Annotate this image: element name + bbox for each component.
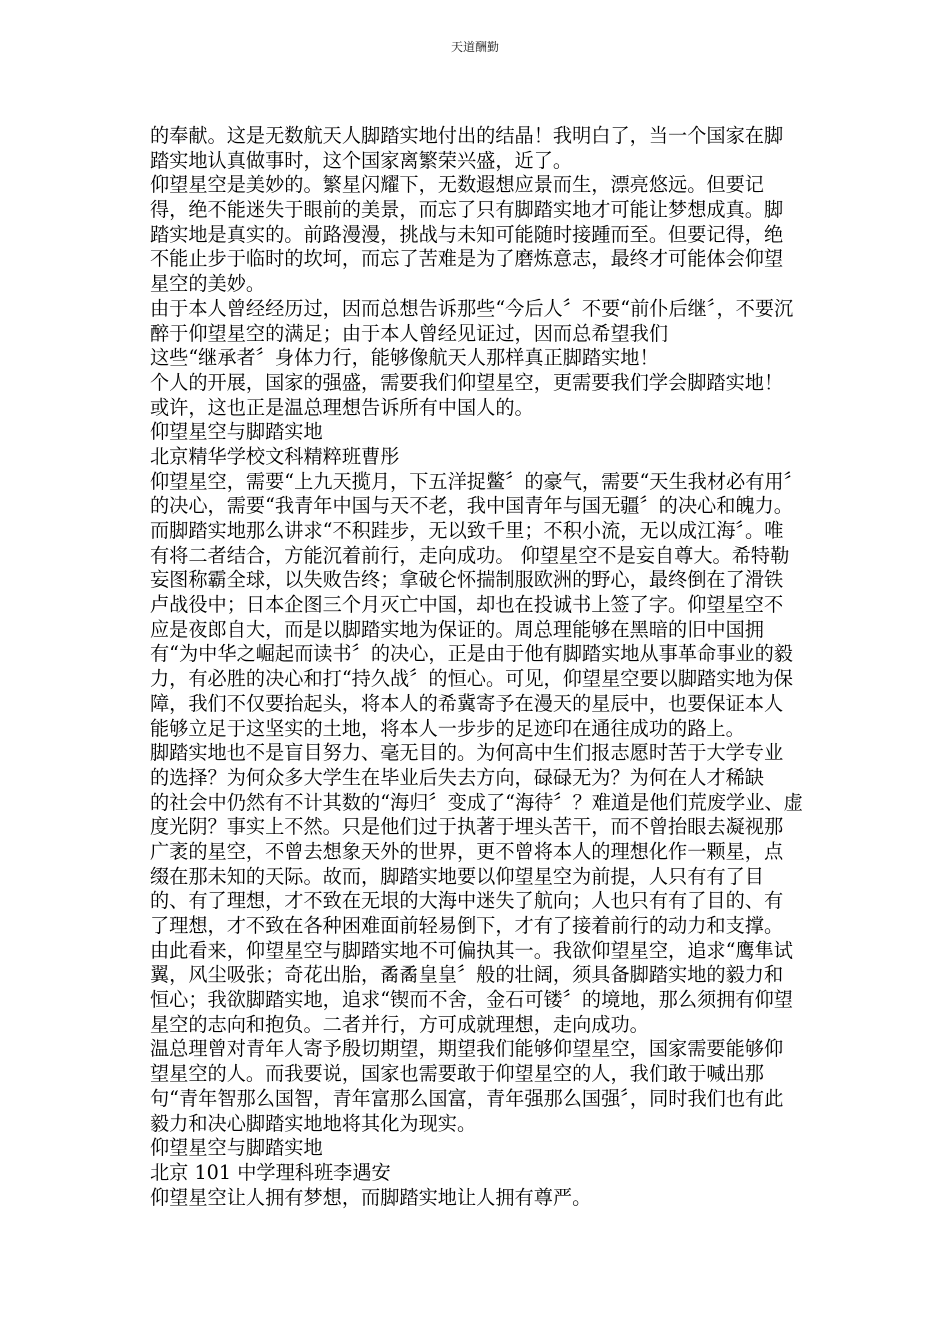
text-line: 了理想，才不致在各种困难面前轻易倒下，才有了接着前行的动力和支撑。 — [150, 914, 784, 937]
text-line: 仰望星空，需要“上九天揽月，下五洋捉鳖〞的豪气，需要“天生我材必有用〞 — [150, 469, 803, 493]
text-line: 有“为中华之崛起而读书〞的决心，正是由于他有脚踏实地从事革命事业的毅 — [150, 642, 793, 666]
section-title: 仰望星空与脚踏实地 — [150, 1136, 323, 1160]
text-line: 或许，这也正是温总理想告诉所有中国人的。 — [150, 395, 534, 419]
text-line: 的决心，需要“我青年中国与天不老，我中国青年与国无疆〞的决心和魄力。 — [150, 494, 793, 518]
text-line: 这些“继承者〞身体力行，能够像航天人那样真正脚踏实地！ — [150, 346, 659, 370]
text-line: 不能止步于临时的坎坷，而忘了苦难是为了磨炼意志，最终才可能体会仰望 — [150, 247, 784, 271]
text-line: 广袤的星空，不曾去想象天外的世界，更不曾将本人的理想化作一颗星，点 — [150, 839, 784, 863]
text-line: 踏实地是真实的。前路漫漫，挑战与未知可能随时接踵而至。但要记得，绝 — [150, 222, 784, 246]
text-line: 星空的美妙。 — [150, 272, 266, 296]
text-line: 醉于仰望星空的满足；由于本人曾经见证过，因而总希望我们 — [150, 321, 669, 345]
text-line: 翼，风尘吸张；奇花出胎，矞矞皇皇〞般的壮阔，须具备脚踏实地的毅力和 — [150, 963, 784, 987]
document-body — [150, 124, 802, 1210]
text-line: 星空的志向和抱负。二者并行，方可成就理想，走向成功。 — [150, 1012, 649, 1036]
text-line: 仰望星空让人拥有梦想，而脚踏实地让人拥有尊严。 — [150, 1185, 592, 1209]
text-line: 妄图称霸全球，以失败告终；拿破仑怀揣制服欧洲的野心，最终倒在了滑铁 — [150, 568, 784, 592]
text-line: 温总理曾对青年人寄予殷切期望，期望我们能够仰望星空，国家需要能够仰 — [150, 1037, 784, 1061]
author-line: 北京精华学校文科精粹班曹彤 — [150, 444, 400, 468]
text-line: 个人的开展，国家的强盛，需要我们仰望星空，更需要我们学会脚踏实地！ — [150, 370, 784, 394]
text-line: 卢战役中；日本企图三个月灭亡中国，却也在投诚书上签了字。仰望星空不 — [150, 593, 784, 617]
text-line: 的奉献。这是无数航天人脚踏实地付出的结晶！我明白了，当一个国家在脚 — [150, 124, 784, 147]
text-line: 障，我们不仅要抬起头，将本人的希冀寄予在漫天的星辰中，也要保证本人 — [150, 691, 784, 715]
text-line: 得，绝不能迷失于眼前的美景，而忘了只有脚踏实地才可能让梦想成真。脚 — [150, 198, 784, 222]
text-line: 由于本人曾经经历过，因而总想告诉那些“今后人〞不要“前仆后继〞，不要沉 — [150, 296, 794, 320]
text-line: 的选择？为何众多大学生在毕业后失去方向，碌碌无为？为何在人才稀缺 — [150, 765, 764, 789]
text-line: 恒心；我欲脚踏实地，追求“锲而不舍，金石可镂〞的境地，那么须拥有仰望 — [150, 988, 793, 1012]
text-line: 的社会中仍然有不计其数的“海归〞变成了“海待〞？难道是他们荒废学业、虚 — [150, 790, 803, 814]
text-line: 应是夜郎自大，而是以脚踏实地为保证的。周总理能够在黑暗的旧中国拥 — [150, 617, 764, 641]
text-line: 缀在那未知的天际。故而，脚踏实地要以仰望星空为前提，人只有有了目 — [150, 864, 764, 888]
text-line: 而脚踏实地那么讲求“不积跬步，无以致千里；不积小流，无以成江海〞。唯 — [150, 519, 784, 542]
text-line: 踏实地认真做事时，这个国家离繁荣兴盛，近了。 — [150, 148, 573, 172]
text-line: 脚踏实地也不是盲目努力、毫无目的。为何高中生们报志愿时苦于大学专业 — [150, 741, 784, 765]
text-line: 能够立足于这坚实的土地，将本人一步步的足迹印在通往成功的路上。 — [150, 716, 745, 740]
text-line: 的、有了理想，才不致在无垠的大海中迷失了航向；人也只有有了目的、有 — [150, 889, 784, 913]
text-line: 度光阴？事实上不然。只是他们过于执著于埋头苦干，而不曾抬眼去凝视那 — [150, 815, 784, 839]
text-line: 句“青年智那么国智，青年富那么国富，青年强那么国强〞，同时我们也有此 — [150, 1086, 784, 1110]
text-line: 望星空的人。而我要说，国家也需要敢于仰望星空的人，我们敢于喊出那 — [150, 1062, 764, 1086]
page-header: 天道酬勤 — [450, 40, 499, 54]
text-line: 毅力和决心脚踏实地地将其化为现实。 — [150, 1111, 477, 1135]
text-line: 有将二者结合，方能沉着前行，走向成功。 仰望星空不是妄自尊大。希特勒 — [150, 543, 790, 567]
text-line: 力，有必胜的决心和打“持久战〞的恒心。可见，仰望星空要以脚踏实地为保 — [150, 667, 793, 691]
text-line: 由此看来，仰望星空与脚踏实地不可偏执其一。我欲仰望星空，追求“鹰隼试 — [150, 938, 793, 962]
text-line: 仰望星空是美妙的。繁星闪耀下，无数遐想应景而生，漂亮悠远。但要记 — [150, 173, 764, 197]
section-title: 仰望星空与脚踏实地 — [150, 420, 323, 444]
author-line: 北京 101 中学理科班李遇安 — [150, 1160, 391, 1184]
